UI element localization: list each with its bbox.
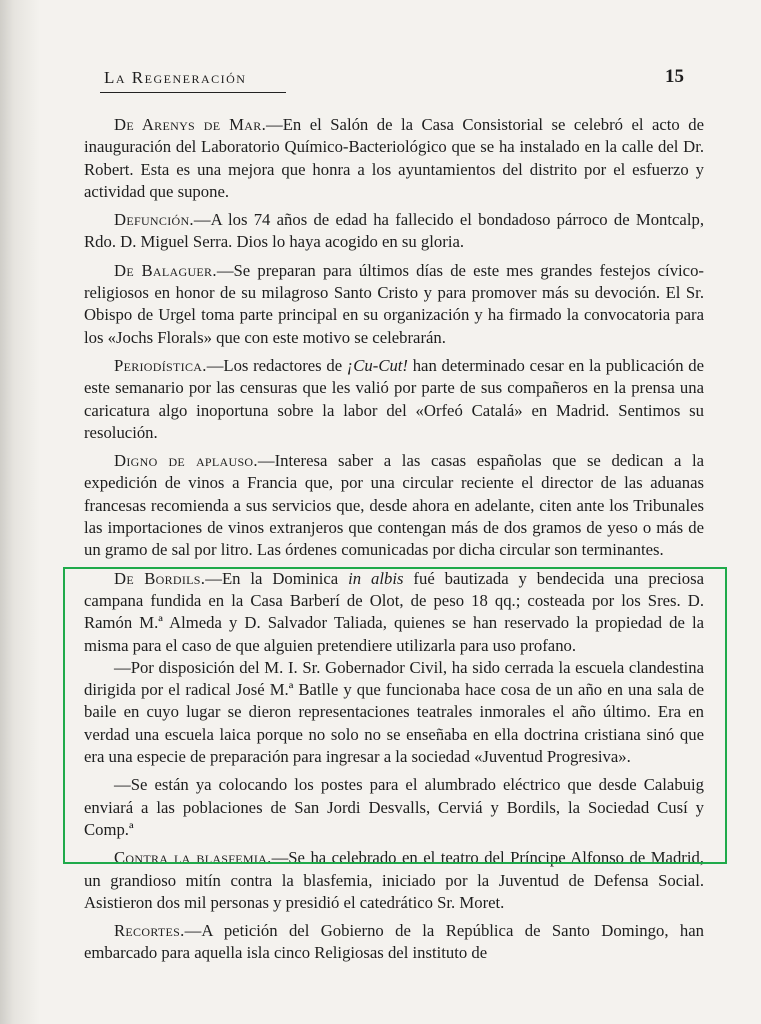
item-text: —A los 74 años de edad ha fallecido el bondadoso párroco de Montcalp, Rdo. D. Miguel Serra. Dios lo haya acogido en su gloria. [84,210,704,252]
item-heading: De Arenys de Mar. [114,115,267,134]
news-item-arenys [84,114,704,203]
news-item-blasfemia [84,847,704,914]
item-text: —A petición del Gobierno de la República de Santo Domingo, han embarcado para aquella isla cinco Religiosas del instituto de [84,921,704,963]
item-text: —Se ha celebrado en el teatro del Príncipe Alfonso de Madrid, un grandioso mitín contra la blasfemia, iniciado por la Juventud de Defensa Social. Asistieron dos mil personas y presidió el catedrático Sr. Moret. [84,848,704,912]
item-text: —Por disposición del M. I. Sr. Gobernador Civil, ha sido cerrada la escuela clandestina dirigida por el radical José M.ª Batlle y que funcionaba hace cosa de un año en una sala de baile en cuyo lugar se dieron representaciones teatrales inmorales el año último. Era en verdad una escuela laica porque no solo no se enseñaba en ella doctrina cristiana sinó que era una especie de preparación para ingresar a la sociedad «Juventud Progresiva». [84,657,704,767]
item-heading: Periodística. [114,355,207,375]
item-italic: ¡Cu-Cut! [346,355,408,375]
item-heading: Digno de aplauso. [114,451,258,471]
news-item-balaguer [84,260,704,349]
item-heading: Recortes. [114,921,185,941]
news-item-recortes [84,920,704,965]
item-heading: De Balaguer. [114,260,217,280]
item-italic: in albis [348,568,404,588]
news-item-periodistica [84,355,704,444]
header-rule [100,92,286,93]
running-title: La Regeneración [104,68,247,87]
news-item-defuncion [84,209,704,254]
news-item-escuela [84,657,704,768]
item-heading: Contra la blasfemia. [114,848,272,868]
item-text: —En el Salón de la Casa Consistorial se celebró el acto de inauguración del Laboratorio Químico-Bacteriológico que se ha instalado en la calle del Dr. Robert. Esta es una mejora que honra a los ayuntamientos del distrito por el esfuerzo y actividad que supone. [84,115,704,201]
article-body [84,114,704,971]
news-item-bordils [84,568,704,657]
item-heading: De Bordils. [114,568,206,588]
item-text: —Interesa saber a las casas españolas que se dedican a la expedición de vinos a Francia que, por una circular reciente el director de las aduanas francesas recomienda a sus servicios que, desde ahora en adelante, citen ante los Tribunales las importaciones de vinos extranjeros que contengan más de dos gramos de yeso o más de un gramo de sal por litro. Las órdenes comunicadas por dicha circular son terminantes. [84,451,704,560]
item-text: han determinado cesar en la publicación de este semanario por las censuras que les valió por parte de sus compañeros en la prensa una caricatura algo inoportuna sobre la labor del «Orfeó Catalá» en Madrid. Sentimos su resolución. [84,355,704,442]
item-text: —Los redactores de [206,355,347,375]
item-text: —Se están ya colocando los postes para el alumbrado eléctrico que desde Calabuig enviará a las poblaciones de San Jordi Desvalls, Cerviá y Bordils, la Sociedad Cusí y Comp.ª [84,775,704,839]
running-head [100,66,696,94]
item-text: —Se preparan para últimos días de este mes grandes festejos cívico-religiosos en honor de su milagroso Santo Cristo y para promover más su devoción. El Sr. Obispo de Urgel toma parte principal en su organización y ha firmado la convocatoria para los «Jochs Florals» que con este motivo se celebrarán. [84,260,704,347]
page-number: 15 [665,66,684,87]
news-item-aplauso [84,450,704,561]
item-text: fué bautizada y bendecida una preciosa campana fundida en la Casa Barberí de Olot, de peso 18 qq.; costeada por los Sres. D. Ramón M.ª Almeda y D. Salvador Taliada, quienes se han reservado la propiedad de la misma para el caso de que alguien pretendiere utilizarla para uso profano. [84,568,704,655]
news-item-alumbrado [84,774,704,841]
item-heading: Defunción. [114,210,194,230]
item-text: —En la Dominica [205,568,349,588]
